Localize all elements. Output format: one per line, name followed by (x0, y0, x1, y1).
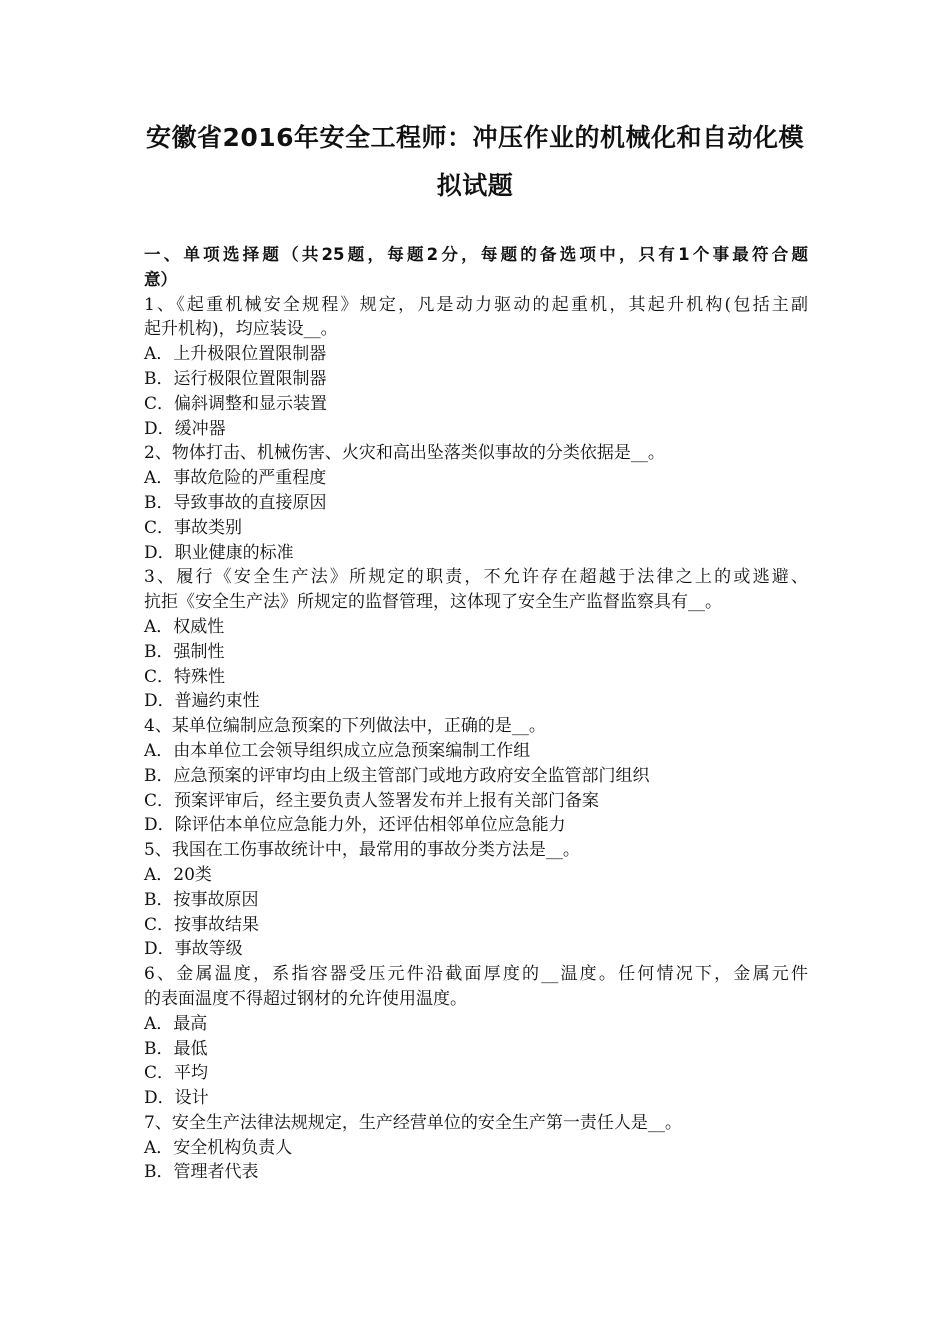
question-6-stem-continued: 的表面温度不得超过钢材的允许使用温度。 (144, 988, 467, 1009)
question-1-option-c: C．偏斜调整和显示装置 (144, 393, 328, 414)
question-6-option-d: D．设计 (144, 1088, 209, 1109)
title-line-1: 安徽省2016年安全工程师：冲压作业的机械化和自动化模 (145, 123, 805, 152)
question-3-option-b: B．强制性 (144, 641, 225, 662)
question-6-option-b: B．最低 (144, 1038, 208, 1059)
question-3-option-a: A．权威性 (144, 616, 225, 637)
document-body (144, 243, 808, 1185)
question-3-option-c: C．特殊性 (144, 666, 226, 687)
question-4-stem: 4、某单位编制应急预案的下列做法中，正确的是__。 (144, 716, 546, 737)
question-7-option-a: A．安全机构负责人 (144, 1137, 293, 1158)
question-3-stem: 3、履行《安全生产法》所规定的职责，不允许存在超越于法律之上的或逃避、 (144, 567, 808, 588)
question-3-stem-continued: 抗拒《安全生产法》所规定的监督管理，这体现了安全生产监督监察具有__。 (144, 592, 722, 613)
question-5-option-a: A．20类 (144, 864, 212, 885)
question-4-option-b: B．应急预案的评审均由上级主管部门或地方政府安全监管部门组织 (144, 765, 650, 786)
question-2-option-d: D．职业健康的标准 (144, 542, 294, 563)
question-1-stem-continued: 起升机构)，均应装设__。 (144, 319, 338, 340)
question-7-stem: 7、安全生产法律法规规定，生产经营单位的安全生产第一责任人是__。 (144, 1112, 682, 1133)
question-1-stem: 1、《起重机械安全规程》规定，凡是动力驱动的起重机，其起升机构(包括主副 (144, 294, 808, 315)
question-5-option-d: D．事故等级 (144, 939, 243, 960)
question-2-option-c: C．事故类别 (144, 517, 243, 538)
question-5-option-c: C．按事故结果 (144, 914, 260, 935)
question-7-option-b: B．管理者代表 (144, 1162, 259, 1183)
section-heading: 一、单项选择题（共25题，每题2分，每题的备选项中，只有1个事最符合题 (144, 245, 808, 264)
question-4-option-c: C．预案评审后，经主要负责人签署发布并上报有关部门备案 (144, 790, 600, 811)
section-heading-continued: 意） (144, 269, 177, 289)
question-2-option-a: A．事故危险的严重程度 (144, 468, 327, 489)
question-2-option-b: B．导致事故的直接原因 (144, 492, 327, 513)
question-4-option-d: D．除评估本单位应急能力外，还评估相邻单位应急能力 (144, 815, 566, 836)
question-3-option-d: D．普遍约束性 (144, 691, 260, 712)
question-1-option-a: A．上升极限位置限制器 (144, 344, 327, 365)
question-1-option-b: B．运行极限位置限制器 (144, 368, 327, 389)
question-4-option-a: A．由本单位工会领导组织成立应急预案编制工作组 (144, 740, 531, 761)
question-2-stem: 2、物体打击、机械伤害、火灾和高出坠落类似事故的分类依据是__。 (144, 443, 665, 464)
question-6-option-c: C．平均 (144, 1063, 209, 1084)
question-6-stem: 6、金属温度，系指容器受压元件沿截面厚度的__温度。任何情况下，金属元件 (144, 964, 808, 985)
title-line-2: 拟试题 (436, 171, 514, 200)
question-6-option-a: A．最高 (144, 1013, 208, 1034)
question-1-option-d: D．缓冲器 (144, 418, 226, 439)
question-5-stem: 5、我国在工伤事故统计中，最常用的事故分类方法是__。 (144, 840, 580, 861)
question-5-option-b: B．按事故原因 (144, 889, 259, 910)
document-title (120, 114, 830, 210)
